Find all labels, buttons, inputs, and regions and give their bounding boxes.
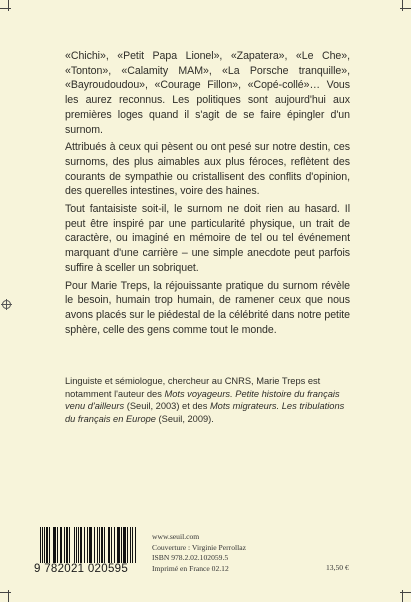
print-info: Imprimé en France 02.12 xyxy=(152,563,229,573)
crop-mark-bottom-left xyxy=(0,592,11,593)
crop-mark-top-left-v xyxy=(8,0,9,11)
bio-book-title: Mots migrateurs. Les tribulations du français en Europe xyxy=(65,401,345,424)
blurb-paragraph: Attribués à ceux qui pèsent ou ont pesé sur notre destin, ces surnoms, des plus aimables aux plus féroces, reflètent des courants de sympathie ou cristallisent des conflits d'opinion, des querelles intestines, voire des haines. xyxy=(65,141,350,198)
crop-mark-top-left xyxy=(0,8,11,9)
blurb xyxy=(65,49,350,337)
bio-text: (Seuil, 2003) et des xyxy=(124,401,210,412)
barcode-bar xyxy=(136,527,137,563)
blurb-paragraph: Tout fantaisiste soit-il, le surnom ne doit rien au hasard. Il peut être inspiré par une particularité physique, un trait de caractère, ou imaginé en mémoire de tel ou tel événement marquant d'une carrière – une simple anecdote peut parfois suffire à sceller un sobriquet. xyxy=(65,203,350,274)
author-bio-paragraph xyxy=(65,375,350,425)
barcode-bars xyxy=(40,527,140,563)
cover-credit: Couverture : Virginie Perrollaz xyxy=(152,542,246,552)
barcode-digits: 9 782021 020595 xyxy=(34,563,146,575)
registration-mark-icon xyxy=(2,300,11,309)
bio-text: Linguiste et sémiologue, chercheur au CNRS, Marie Treps est notamment l'auteur des xyxy=(65,376,321,399)
author-bio xyxy=(65,375,350,425)
price: 13,50 € xyxy=(326,563,349,572)
bio-text: (Seuil, 2009). xyxy=(155,413,214,424)
publisher-website: www.seuil.com xyxy=(152,532,200,541)
bio-book-title: Mots voyageurs. Petite histoire du français venu d'ailleurs xyxy=(65,388,340,412)
colophon xyxy=(152,532,246,574)
crop-mark-bottom-right-v xyxy=(402,590,403,602)
isbn: ISBN 978.2.02.102059.5 xyxy=(152,553,229,563)
blurb-paragraph: «Chichi», «Petit Papa Lionel», «Zapatera», «Le Che», «Tonton», «Calamity MAM», «La Porsche tranquille», «Bayroudoudou», «Courage Fillon», «Copé-collé»… Vous les aurez reconnus. Les politiques sont aujourd'hui aux premières loges quand il s'agit de se faire épingler d'un surnom. xyxy=(65,50,350,136)
barcode xyxy=(34,527,144,574)
crop-mark-bottom-left-v xyxy=(8,590,9,602)
crop-mark-top-right-v xyxy=(402,0,403,11)
blurb-paragraph: Pour Marie Treps, la réjouissante pratique du surnom révèle le besoin, humain trop humain, de ramener ceux que nous avons placés sur le piédestal de la célébrité dans notre petite sphère, celle des gens comme tout le monde. xyxy=(65,279,350,336)
